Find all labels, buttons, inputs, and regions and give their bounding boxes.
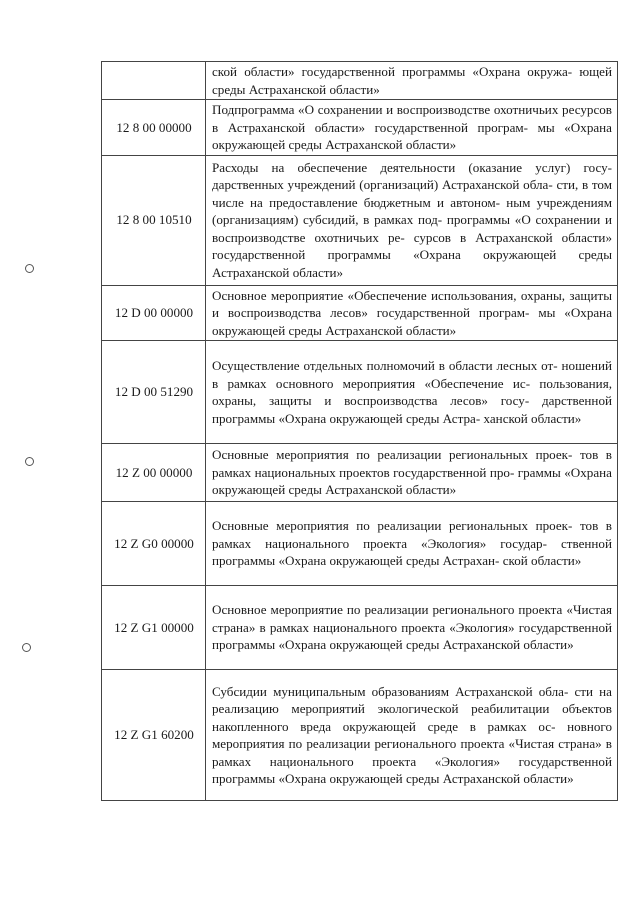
budget-code-cell: 12 8 00 00000 [102, 100, 206, 156]
description-line: ской области» государственной программы «Охрана окружа- [212, 64, 573, 79]
description-line: «Чистая страна» в рамках национального проекта «Экология» [212, 602, 612, 635]
description-line: ным учреждениям (организациям) субсидий, в рамках под- [212, 194, 612, 228]
table-row [102, 670, 618, 801]
description-line: Осуществление отдельных полномочий в области лесных от- [212, 358, 558, 373]
description-line: ресурсов в Астраханской области» государственной програм- [212, 102, 612, 135]
budget-codes-table [101, 61, 618, 801]
description-line: новного мероприятия по реализации регионального проекта [212, 718, 612, 751]
description-line: ханской области» [483, 410, 582, 426]
description-line: ющей среды Астраханской области» [212, 64, 612, 97]
budget-code-cell: 12 8 00 10510 [102, 155, 206, 285]
description-line: мы «Охрана окружающей среды Астраханской области» [212, 305, 613, 338]
description-line: Астраханской области» [442, 771, 574, 786]
table-row [102, 341, 618, 444]
description-line: ственной программы «Охрана окружающей среды Астрахан- [212, 535, 612, 569]
punch-hole-mark [22, 643, 31, 652]
description-cell [206, 341, 618, 444]
budget-code-cell: 12 Z G0 00000 [102, 502, 206, 586]
description-line: дарственных учреждений (организаций) Астраханской обла- [212, 177, 553, 193]
punch-hole-mark [25, 264, 34, 273]
description-line: сурсов в Астраханской области» государственной программы [212, 229, 612, 263]
description-cell [206, 444, 618, 502]
description-line: мы «Охрана окружающей среды Астраханской области» [212, 119, 612, 152]
description-line: Субсидии муниципальным образованиям Астраханской обла- [212, 683, 569, 699]
punch-hole-mark [25, 457, 34, 466]
description-line: пользования, охраны, защиты и воспроизводства лесов» госу- [212, 375, 612, 408]
description-cell [206, 155, 618, 285]
description-line: сти, в том числе на предоставление бюджетным и автоном- [212, 177, 612, 210]
description-line: Основные мероприятия по реализации региональных проек- [212, 518, 573, 534]
description-line: Основное мероприятие «Обеспечение использования, охраны, [212, 287, 566, 303]
description-line: Подпрограмма «О сохранении и воспроизводстве охотничьих [212, 102, 559, 117]
description-line: сти на реализацию мероприятий экологической реабилитации [212, 683, 612, 716]
table-row [102, 285, 618, 341]
description-cell [206, 502, 618, 586]
description-line: программы «О сохранении и воспроизводстве охотничьих ре- [212, 212, 612, 245]
description-line: Астраханской области» [442, 637, 574, 653]
description-line: «Охрана окружающей среды Астраханской области» [212, 247, 612, 280]
budget-code-cell: 12 Z G1 00000 [102, 586, 206, 670]
description-cell [206, 670, 618, 801]
budget-code-cell [102, 62, 206, 100]
table-row [102, 502, 618, 586]
budget-code-cell: 12 Z 00 00000 [102, 444, 206, 502]
description-line: Расходы на обеспечение деятельности (оказание услуг) госу- [212, 159, 612, 175]
description-line: граммы «Охрана окружающей среды Астраханской области» [212, 464, 612, 498]
budget-code-cell: 12 Z G1 60200 [102, 670, 206, 801]
description-cell [206, 285, 618, 341]
description-line: ской области» [502, 553, 582, 569]
description-cell [206, 62, 618, 100]
table-row [102, 586, 618, 670]
description-line: государственной программы «Охрана окружающей среды [212, 753, 612, 786]
budget-code-cell: 12 D 00 00000 [102, 285, 206, 341]
description-line: Основное мероприятие по реализации регионального проекта [212, 602, 563, 618]
table-row [102, 155, 618, 285]
description-line: тов в рамках национального проекта «Экология» государ- [212, 518, 612, 551]
table-row [102, 444, 618, 502]
description-line: защиты и воспроизводства лесов» государственной програм- [212, 287, 612, 320]
description-line: ношений в рамках основного мероприятия «Обеспечение ис- [212, 358, 612, 391]
description-cell [206, 100, 618, 156]
description-line: государственной программы «Охрана окружающей среды [212, 619, 613, 653]
description-cell [206, 586, 618, 670]
description-line: «Чистая страна» в рамках национального проекта «Экология» [212, 736, 612, 769]
description-line: тов в рамках национальных проектов государственной про- [212, 447, 612, 480]
table-row [102, 100, 618, 156]
budget-codes-table-body [102, 62, 618, 801]
description-line: Основные мероприятия по реализации региональных проек- [212, 447, 573, 463]
description-line: дарственной программы «Охрана окружающей среды Астра- [212, 393, 612, 426]
table-row [102, 62, 618, 100]
budget-code-cell: 12 D 00 51290 [102, 341, 206, 444]
description-line: объектов накопленного вреда окружающей среде в рамках ос- [212, 701, 612, 734]
